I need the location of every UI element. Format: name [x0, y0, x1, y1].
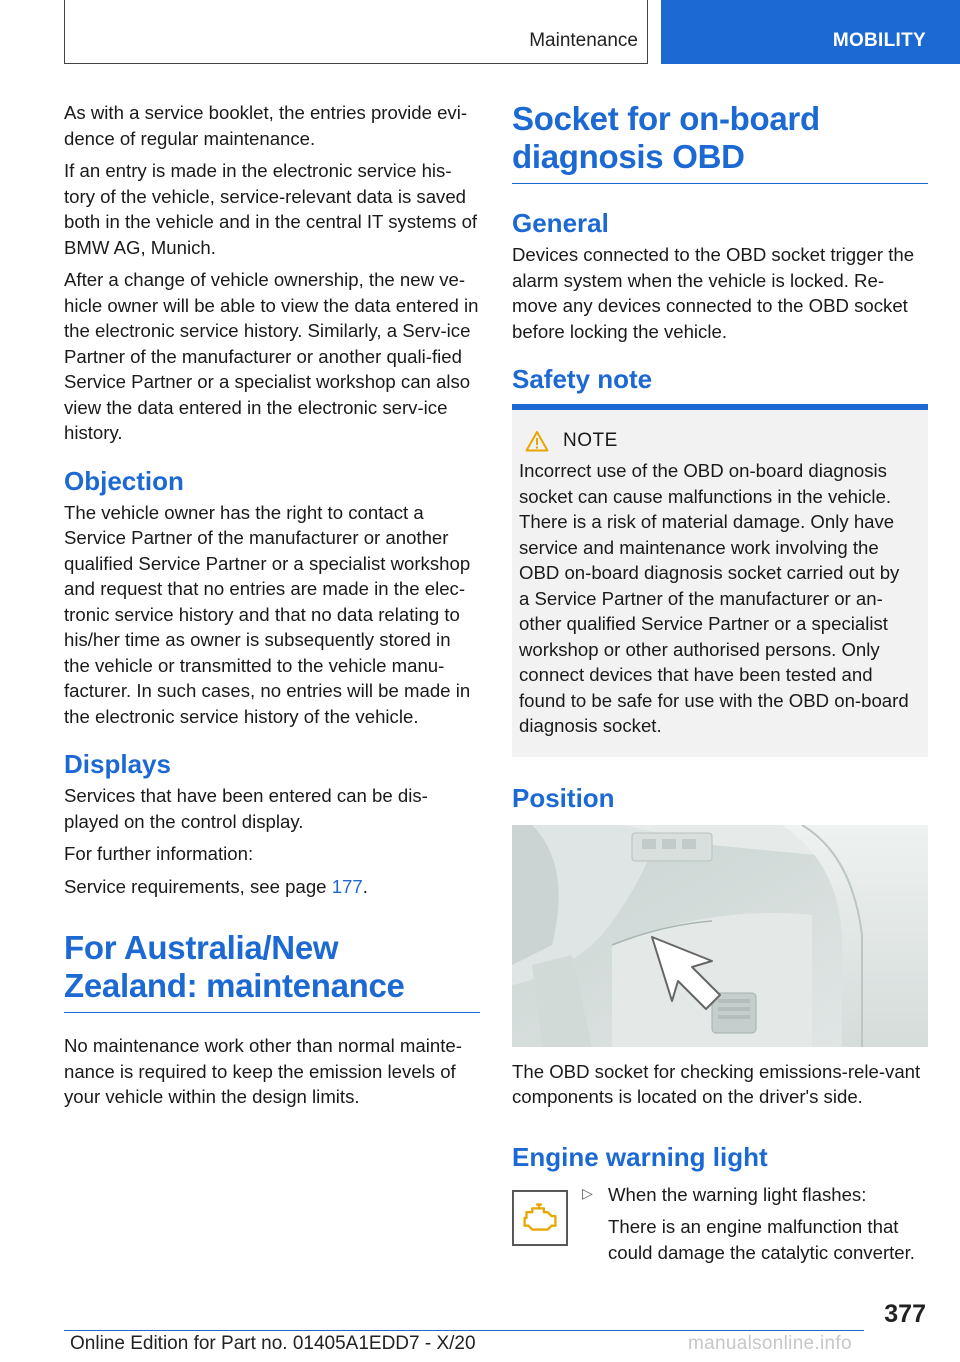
heading-australia-new-zealand: For Australia/New Zealand: maintenance — [64, 929, 480, 1013]
footer-line — [64, 1330, 864, 1331]
heading-displays: Displays — [64, 749, 171, 779]
engine-light-row — [512, 1182, 928, 1273]
paragraph-au-nz-maintenance: No maintenance work other than normal mainte-nance is required to keep the emission levels of your vehicle within the design limits. — [64, 1035, 462, 1107]
note-title: NOTE — [563, 430, 618, 451]
paragraph-objection: The vehicle owner has the right to contact a Service Partner of the manufacturer or another qualified Service Partner or a specialist workshop and request that no entries are made in the elec-tronic service history and that no data relating to his/her time as owner is subsequently stored in the vehicle or transmitted to the vehicle manu-facturer. In such cases, no entries will be made in the electronic service history of the vehicle. — [64, 501, 471, 727]
paragraph-electronic-history: If an entry is made in the electronic service his-tory of the vehicle, service-relevant data is saved both in the vehicle and in the central IT systems of BMW AG, Munich. — [64, 160, 478, 258]
triangle-right-bullet-icon: ▷ — [582, 1184, 593, 1201]
page-link-177[interactable]: 177 — [331, 875, 363, 897]
note-box — [512, 410, 928, 757]
paragraph-general: Devices connected to the OBD socket trigger the alarm system when the vehicle is locked. Re-move any devices connected to the OBD socket before locking the vehicle. — [512, 244, 915, 342]
note-header — [525, 430, 912, 452]
paragraph-displays: Services that have been entered can be dis-played on the control display. — [64, 785, 428, 832]
heading-position: Position — [512, 782, 615, 813]
obd-position-photo — [512, 825, 928, 1047]
heading-safety-note: Safety note — [512, 364, 653, 394]
heading-general: General — [512, 208, 609, 238]
paragraph-service-requirements — [64, 874, 480, 900]
right-column — [512, 100, 928, 1272]
position-caption: The OBD socket for checking emissions-rele-vant components is located on the driver's side. — [512, 1060, 921, 1107]
bullet-text: There is an engine malfunction that could damage the catalytic converter. — [608, 1216, 915, 1263]
heading-obd-socket: Socket for on-board diagnosis OBD — [512, 100, 928, 184]
engine-warning-light-icon — [512, 1190, 568, 1246]
page-number: 377 — [884, 1300, 926, 1328]
note-text: Incorrect use of the OBD on-board diagnosis socket can cause malfunctions in the vehicle. There is a risk of material damage. Only have service and maintenance work involving the OBD on-board diagnosis socket carried out by a Service Partner of the manufacturer or an-other qualified Service Partner or a specialist workshop or other authorised persons. Only connect devices that have been tested and found to be safe for use with the OBD on-board diagnosis socket. — [519, 460, 909, 736]
paragraph-further-info: For further information: — [64, 843, 254, 864]
left-column — [64, 100, 480, 1117]
header-chapter-tab[interactable]: MOBILITY — [661, 0, 960, 64]
paragraph-ownership-change: After a change of vehicle ownership, the new ve-hicle owner will be able to view the data entered in the electronic service history. Similarly, a Serv-ice Partner of the manufacturer or another quali-fied Service Partner or a specialist workshop can also view the data entered in the electronic serv-ice history. — [64, 269, 479, 443]
bullet-content — [608, 1182, 928, 1273]
warning-triangle-icon — [525, 430, 549, 452]
service-req-prefix: Service requirements, see page — [64, 875, 332, 897]
paragraph-service-booklet: As with a service booklet, the entries provide evi-dence of regular maintenance. — [64, 102, 468, 149]
engine-light-text — [582, 1182, 928, 1273]
header-section-title: Maintenance — [529, 30, 638, 51]
bullet-line — [582, 1182, 928, 1273]
heading-engine-warning-light: Engine warning light — [512, 1141, 768, 1172]
heading-objection: Objection — [64, 465, 184, 496]
watermark: manualsonline.info — [688, 1333, 852, 1354]
service-req-suffix: . — [362, 875, 368, 897]
footer-edition: Online Edition for Part no. 01405A1EDD7 - X/20 — [70, 1333, 476, 1354]
bullet-label: When the warning light flashes: — [608, 1183, 867, 1205]
